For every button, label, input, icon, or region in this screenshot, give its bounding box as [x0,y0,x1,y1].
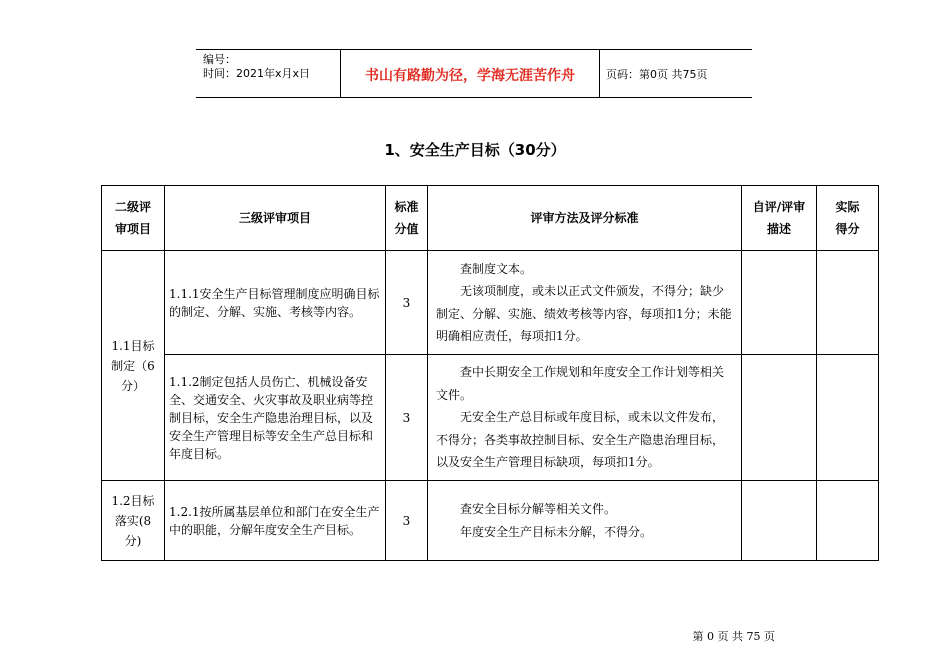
section-cell [102,251,165,481]
col-header-actual-score: 实际得分 [817,186,879,251]
header-motto-cell [340,50,600,97]
standard-score-cell: 3 [386,481,428,561]
method-line: 查中长期安全工作规划和年度安全工作计划等相关文件。 [436,365,725,402]
standard-score-cell: 3 [386,355,428,481]
item-cell: 1.1.1安全生产目标管理制度应明确目标的制定、分解、实施、考核等内容。 [165,251,386,355]
section-label: 1.2目标落实(8分) [111,493,155,548]
table-row [102,251,879,355]
header-page-info: 页码：第0页 共75页 [606,68,708,81]
actual-score-cell [817,251,879,355]
col-header-secondary-item: 二级评审项目 [102,186,165,251]
table-header-row [102,186,879,251]
actual-score-cell [817,355,879,481]
col-header-method: 评审方法及评分标准 [428,186,742,251]
col-header-standard-score: 标准分值 [386,186,428,251]
table-row [102,481,879,561]
actual-score-cell [817,481,879,561]
section-label: 1.1目标制定（6分） [111,338,155,393]
self-review-cell [742,251,817,355]
document-number-label: 编号： [203,53,236,66]
method-line: 无该项制度，或未以正式文件颁发，不得分；缺少制定、分解、实施、绩效考核等内容，每项扣1分；未能明确相应责任，每项扣1分。 [436,284,732,343]
method-cell [428,251,742,355]
self-review-cell [742,355,817,481]
header-meta-cell [196,50,340,97]
section-title: 1、安全生产目标（30分） [384,141,566,159]
method-line: 查安全目标分解等相关文件。 [460,502,617,516]
method-line: 无安全生产总目标或年度目标，或未以文件发布，不得分；各类事故控制目标、安全生产隐患治理目标，以及安全生产管理目标缺项，每项扣1分。 [436,410,725,470]
method-cell [428,355,742,481]
document-time-label: 时间：2021年x月x日 [203,67,311,80]
header-motto: 书山有路勤为径，学海无涯苦作舟 [365,68,575,84]
item-cell: 1.1.2制定包括人员伤亡、机械设备安全、交通安全、火灾事故及职业病等控制目标，安全生产隐患治理目标，以及安全生产管理目标等安全生产总目标和年度目标。 [165,355,386,481]
page-footer: 第 0 页 共 75 页 [692,630,775,643]
document-header [196,49,752,98]
method-cell [428,481,742,561]
method-line: 年度安全生产目标未分解，不得分。 [460,524,653,539]
self-review-cell [742,481,817,561]
col-header-tertiary-item: 三级评审项目 [165,186,386,251]
standard-score-cell: 3 [386,251,428,355]
header-page-cell [600,50,752,97]
section-cell [102,481,165,561]
method-line: 查制度文本。 [460,261,533,276]
col-header-self-review: 自评/评审描述 [742,186,817,251]
item-cell: 1.2.1按所属基层单位和部门在安全生产中的职能，分解年度安全生产目标。 [165,481,386,561]
table-row [102,355,879,481]
review-table [101,185,879,561]
